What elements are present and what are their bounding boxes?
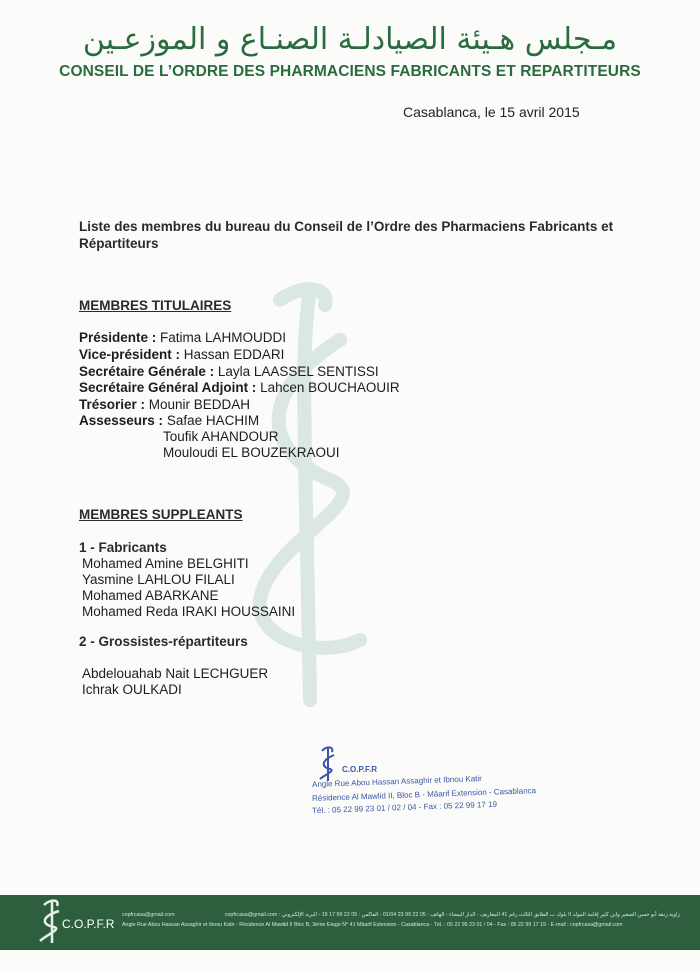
- grossiste-name: Ichrak OULKADI: [82, 682, 182, 697]
- stamp-line: Angle Rue Abou Hassan Assaghir et Ibnou Katir: [311, 774, 482, 789]
- stamp-line: Tél. : 05 22 99 23 01 / 02 / 04 - Fax : 05 22 99 17 19: [311, 799, 498, 816]
- footer-bar: [0, 895, 700, 950]
- assesseur-name: Toufik AHANDOUR: [163, 429, 279, 444]
- stamp-line: Résidence Al Mawlid II, Bloc B - Mâarif Extension - Casablanca: [311, 786, 537, 803]
- member-row-presidente: Présidente : Fatima LAHMOUDDI: [79, 330, 287, 345]
- grossiste-name: Abdelouahab Nait LECHGUER: [82, 666, 269, 681]
- official-stamp: [312, 745, 537, 825]
- suppleants-heading: MEMBRES SUPPLEANTS: [79, 507, 243, 522]
- arabic-title: مـجلس هـيئة الصيادلـة الصنـاع و الموزعـين: [82, 22, 618, 57]
- document-title: Liste des membres du bureau du Conseil de l’Ordre des Pharmaciens Fabricants et Répartiteurs: [79, 219, 614, 251]
- titulaires-heading: MEMBRES TITULAIRES: [79, 298, 232, 313]
- member-row-secretaire-generale: Secrétaire Générale : Layla LAASSEL SENTISSI: [79, 364, 379, 379]
- member-row-secretaire-adjoint: Secrétaire Général Adjoint : Lahcen BOUCHAOUIR: [79, 380, 400, 395]
- footer-email: copfrcasa@gmail.com: [122, 912, 175, 918]
- fabricant-name: Mohamed ABARKANE: [82, 588, 219, 603]
- fabricants-heading: 1 - Fabricants: [79, 540, 167, 555]
- stamp-logo-text: C.O.P.F.R: [342, 765, 377, 774]
- document-date: Casablanca, le 15 avril 2015: [403, 104, 580, 120]
- assesseur-name: Mouloudi EL BOUZEKRAOUI: [163, 445, 340, 460]
- fabricant-name: Mohamed Amine BELGHITI: [82, 556, 249, 571]
- member-row-assesseurs: Assesseurs : Safae HACHIM: [79, 413, 260, 428]
- grossistes-heading: 2 - Grossistes-répartiteurs: [79, 634, 248, 649]
- member-row-vice-president: Vice-président : Hassan EDDARI: [79, 347, 285, 362]
- fabricant-name: Yasmine LAHLOU FILALI: [82, 572, 235, 587]
- watermark-logo: [200, 280, 440, 720]
- footer-logo-text: C.O.P.F.R: [62, 917, 115, 931]
- french-title: CONSEIL DE L’ORDRE DES PHARMACIENS FABRICANTS ET REPARTITEURS: [59, 63, 641, 80]
- footer-arabic-address: زاوية زنقة أبو حسن الصغير وابن كثير إقامة المولد II بلوك ب الطابق الثالث رقم 41 المعاريف - الدار البيضاء - الهاتف : 05 22 99 23 01/04 - الفاكس : 05 22 99 17 19 - البريد الإلكتروني : copfrcasa@gmail.com: [224, 912, 680, 918]
- fabricant-name: Mohamed Reda IRAKI HOUSSAINI: [82, 604, 296, 619]
- member-row-tresorier: Trésorier : Mounir BEDDAH: [79, 397, 251, 412]
- footer-french-address: Angle Rue Abou Hassan Assaghir et Ibnou Katir - Résidence Al Mawlid II Bloc B, 3ème Etage N° 41 Mâarif Extension - Casablanca - Tél. : 05 22 99 23 01 / 04 - Fax : 05 22 99 17 19 - E-mail : copfrcasa@gmail.com: [122, 922, 623, 928]
- stamp-logo-icon: [314, 745, 344, 783]
